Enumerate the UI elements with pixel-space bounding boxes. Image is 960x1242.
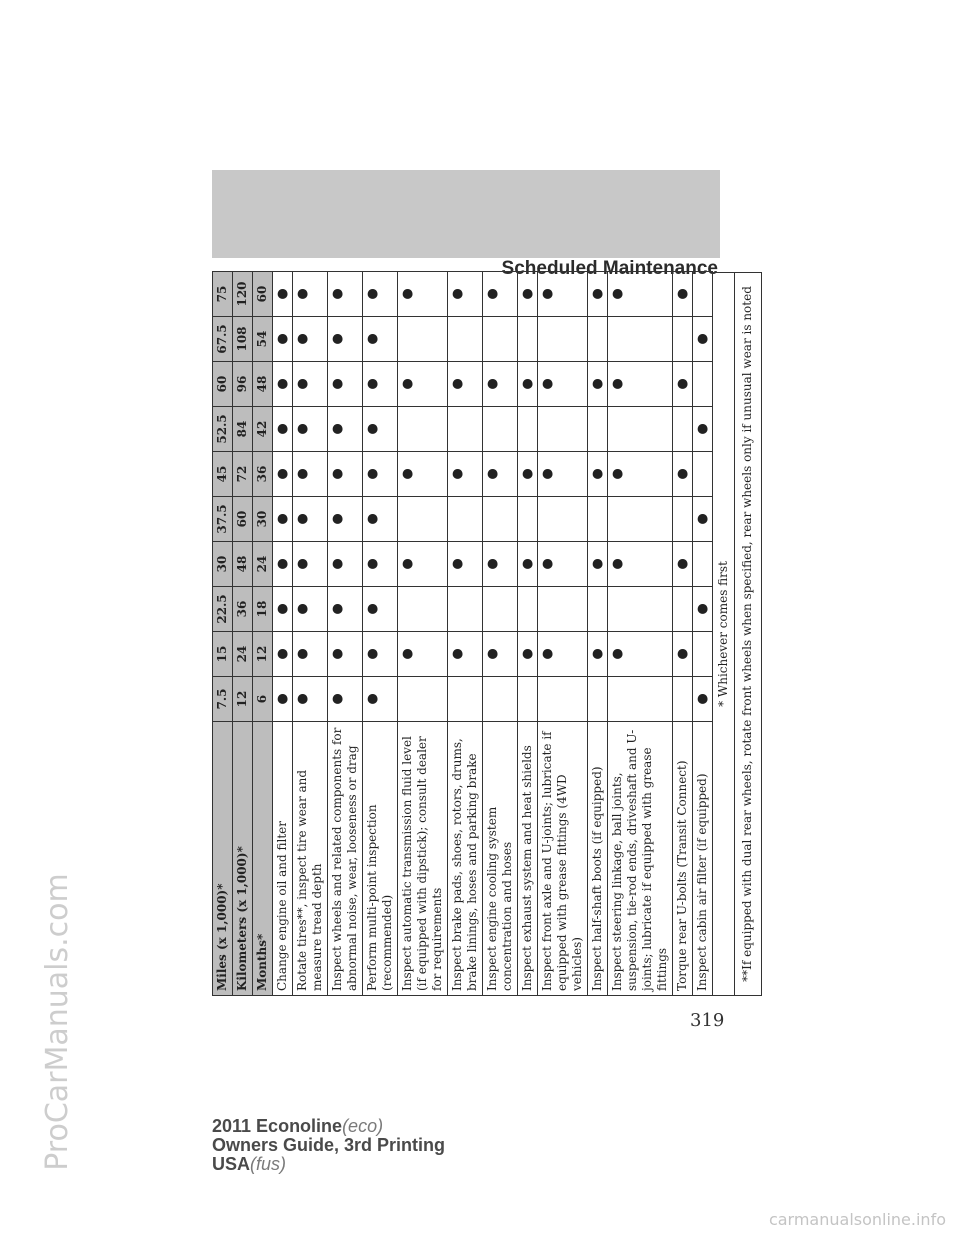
schedule-table (212, 271, 713, 996)
maintenance-schedule (212, 272, 754, 996)
service-due-dot: ● (363, 542, 398, 587)
service-empty-cell (588, 317, 608, 362)
header-interval: 96 (233, 362, 253, 407)
service-empty-cell (398, 497, 448, 542)
service-due-dot: ● (693, 587, 713, 632)
service-due-dot: ● (673, 272, 693, 317)
header-interval: 18 (253, 587, 273, 632)
header-interval: 24 (233, 632, 253, 677)
service-empty-cell (673, 407, 693, 452)
header-interval: 30 (253, 497, 273, 542)
header-interval: 42 (253, 407, 273, 452)
service-due-dot: ● (398, 452, 448, 497)
service-due-dot: ● (328, 362, 363, 407)
service-due-dot: ● (518, 272, 538, 317)
table-row (273, 272, 293, 996)
service-due-dot: ● (518, 362, 538, 407)
table-row (608, 272, 673, 996)
service-due-dot: ● (608, 632, 673, 677)
service-due-dot: ● (448, 272, 483, 317)
service-due-dot: ● (448, 452, 483, 497)
service-due-dot: ● (608, 452, 673, 497)
service-due-dot: ● (363, 452, 398, 497)
service-due-dot: ● (293, 497, 328, 542)
service-empty-cell (518, 497, 538, 542)
service-item: Inspect front axle and U-joints; lubricate if equipped with grease fittings (4WD vehicles) (538, 722, 588, 996)
service-due-dot: ● (483, 272, 518, 317)
service-due-dot: ● (398, 632, 448, 677)
service-item: Perform multi-point inspection (recommended) (363, 722, 398, 996)
service-due-dot: ● (363, 362, 398, 407)
service-empty-cell (398, 407, 448, 452)
service-due-dot: ● (693, 407, 713, 452)
service-empty-cell (608, 407, 673, 452)
header-interval: 54 (253, 317, 273, 362)
service-empty-cell (608, 587, 673, 632)
service-due-dot: ● (328, 677, 363, 722)
service-due-dot: ● (273, 497, 293, 542)
footer-region-code: (fus) (250, 1154, 287, 1174)
watermark-side: ProCarManuals.com (40, 873, 75, 1171)
service-due-dot: ● (448, 362, 483, 407)
service-due-dot: ● (538, 452, 588, 497)
header-interval: 75 (213, 272, 233, 317)
header-interval: 52.5 (213, 407, 233, 452)
header-interval: 12 (233, 677, 253, 722)
header-interval: 48 (253, 362, 273, 407)
header-interval: 22.5 (213, 587, 233, 632)
table-row (363, 272, 398, 996)
service-due-dot: ● (398, 542, 448, 587)
header-interval: 30 (213, 542, 233, 587)
service-due-dot: ● (483, 452, 518, 497)
service-due-dot: ● (483, 542, 518, 587)
service-empty-cell (673, 677, 693, 722)
service-due-dot: ● (328, 497, 363, 542)
footer-guide: Owners Guide, 3rd Printing (212, 1135, 446, 1155)
header-interval: 72 (233, 452, 253, 497)
header-interval: 7.5 (213, 677, 233, 722)
header-interval: 36 (233, 587, 253, 632)
service-due-dot: ● (293, 272, 328, 317)
service-item: Change engine oil and filter (273, 722, 293, 996)
footnote-dual-wheels: **If equipped with dual rear wheels, rotate front wheels when specified, rear wheels only if unusual wear is noted (740, 286, 754, 982)
header-label: Kilometers (x 1,000)* (233, 722, 253, 996)
service-due-dot: ● (693, 317, 713, 362)
service-due-dot: ● (588, 542, 608, 587)
service-empty-cell (693, 362, 713, 407)
service-due-dot: ● (293, 587, 328, 632)
header-interval: 60 (213, 362, 233, 407)
service-due-dot: ● (673, 362, 693, 407)
service-empty-cell (673, 497, 693, 542)
header-row (233, 272, 253, 996)
page-number: 319 (690, 1010, 725, 1031)
header-label: Months* (253, 722, 273, 996)
schedule-header (213, 272, 273, 996)
header-row (253, 272, 273, 996)
service-empty-cell (538, 407, 588, 452)
service-empty-cell (483, 407, 518, 452)
service-due-dot: ● (693, 497, 713, 542)
service-due-dot: ● (328, 272, 363, 317)
header-interval: 15 (213, 632, 233, 677)
schedule-notes (713, 272, 762, 996)
service-due-dot: ● (588, 272, 608, 317)
service-empty-cell (588, 677, 608, 722)
service-empty-cell (693, 272, 713, 317)
footer-region: USA (212, 1154, 251, 1174)
service-empty-cell (448, 407, 483, 452)
service-due-dot: ● (538, 272, 588, 317)
service-due-dot: ● (363, 587, 398, 632)
service-empty-cell (483, 497, 518, 542)
service-due-dot: ● (448, 632, 483, 677)
service-item: Inspect brake pads, shoes, rotors, drums, brake linings, hoses and parking brake (448, 722, 483, 996)
table-row (538, 272, 588, 996)
header-interval: 84 (233, 407, 253, 452)
service-due-dot: ● (273, 587, 293, 632)
service-empty-cell (448, 317, 483, 362)
service-item: Rotate tires**, inspect tire wear and measure tread depth (293, 722, 328, 996)
service-due-dot: ● (273, 317, 293, 362)
service-empty-cell (483, 677, 518, 722)
header-interval: 120 (233, 272, 253, 317)
service-empty-cell (448, 497, 483, 542)
service-empty-cell (538, 317, 588, 362)
header-interval: 60 (233, 497, 253, 542)
service-item: Inspect exhaust system and heat shields (518, 722, 538, 996)
service-due-dot: ● (273, 362, 293, 407)
service-empty-cell (673, 587, 693, 632)
service-due-dot: ● (273, 272, 293, 317)
schedule-body (273, 272, 713, 996)
section-tab (212, 170, 720, 258)
service-empty-cell (608, 497, 673, 542)
service-due-dot: ● (273, 452, 293, 497)
service-due-dot: ● (518, 452, 538, 497)
table-row (693, 272, 713, 996)
service-due-dot: ● (293, 452, 328, 497)
service-due-dot: ● (398, 272, 448, 317)
header-interval: 45 (213, 452, 233, 497)
service-empty-cell (483, 317, 518, 362)
header-interval: 12 (253, 632, 273, 677)
service-empty-cell (518, 317, 538, 362)
service-due-dot: ● (328, 542, 363, 587)
service-item: Inspect steering linkage, ball joints, suspension, tie-rod ends, driveshaft and U-joints; lubricate if equipped with grease fittings (608, 722, 673, 996)
service-due-dot: ● (273, 407, 293, 452)
service-item: Inspect cabin air filter (if equipped) (693, 722, 713, 996)
service-due-dot: ● (673, 632, 693, 677)
service-due-dot: ● (293, 632, 328, 677)
footnote-whichever: * Whichever comes first (713, 273, 735, 995)
service-due-dot: ● (293, 362, 328, 407)
header-interval: 108 (233, 317, 253, 362)
service-due-dot: ● (328, 407, 363, 452)
service-due-dot: ● (293, 317, 328, 362)
header-interval: 36 (253, 452, 273, 497)
service-due-dot: ● (328, 452, 363, 497)
service-empty-cell (398, 587, 448, 632)
service-due-dot: ● (608, 362, 673, 407)
service-due-dot: ● (518, 542, 538, 587)
service-due-dot: ● (363, 317, 398, 362)
header-interval: 37.5 (213, 497, 233, 542)
table-row (448, 272, 483, 996)
service-empty-cell (518, 677, 538, 722)
service-due-dot: ● (538, 362, 588, 407)
header-label: Miles (x 1,000)* (213, 722, 233, 996)
service-empty-cell (483, 587, 518, 632)
service-empty-cell (608, 677, 673, 722)
table-row (398, 272, 448, 996)
service-due-dot: ● (673, 452, 693, 497)
footer-model: 2011 Econoline (212, 1116, 343, 1136)
footer-model-code: (eco) (342, 1116, 384, 1136)
header-interval: 24 (253, 542, 273, 587)
footer (212, 1117, 445, 1174)
service-empty-cell (538, 587, 588, 632)
service-empty-cell (518, 407, 538, 452)
service-due-dot: ● (693, 677, 713, 722)
service-empty-cell (538, 497, 588, 542)
service-due-dot: ● (518, 632, 538, 677)
service-due-dot: ● (588, 362, 608, 407)
service-due-dot: ● (448, 542, 483, 587)
service-due-dot: ● (293, 407, 328, 452)
service-empty-cell (588, 587, 608, 632)
service-due-dot: ● (328, 587, 363, 632)
service-due-dot: ● (273, 542, 293, 587)
table-row (483, 272, 518, 996)
header-interval: 67.5 (213, 317, 233, 362)
service-due-dot: ● (538, 542, 588, 587)
service-item: Inspect automatic transmission fluid level (if equipped with dipstick); consult dealer for requirements (398, 722, 448, 996)
service-empty-cell (398, 317, 448, 362)
service-empty-cell (588, 407, 608, 452)
table-row (673, 272, 693, 996)
service-item: Torque rear U-bolts (Transit Connect) (673, 722, 693, 996)
service-due-dot: ● (328, 632, 363, 677)
service-due-dot: ● (273, 677, 293, 722)
service-empty-cell (673, 317, 693, 362)
service-empty-cell (448, 677, 483, 722)
service-empty-cell (538, 677, 588, 722)
header-interval: 6 (253, 677, 273, 722)
service-due-dot: ● (608, 542, 673, 587)
section-title: Scheduled Maintenance (501, 258, 718, 279)
table-row (293, 272, 328, 996)
service-due-dot: ● (363, 497, 398, 542)
service-empty-cell (693, 452, 713, 497)
service-empty-cell (693, 542, 713, 587)
service-empty-cell (398, 677, 448, 722)
service-due-dot: ● (363, 272, 398, 317)
service-due-dot: ● (483, 362, 518, 407)
service-due-dot: ● (363, 632, 398, 677)
service-due-dot: ● (608, 272, 673, 317)
service-item: Inspect wheels and related components for abnormal noise, wear, looseness or drag (328, 722, 363, 996)
service-due-dot: ● (328, 317, 363, 362)
header-row (213, 272, 233, 996)
service-due-dot: ● (273, 632, 293, 677)
service-due-dot: ● (588, 452, 608, 497)
service-due-dot: ● (483, 632, 518, 677)
service-due-dot: ● (293, 677, 328, 722)
service-due-dot: ● (538, 632, 588, 677)
service-empty-cell (518, 587, 538, 632)
service-item: Inspect half-shaft boots (if equipped) (588, 722, 608, 996)
header-interval: 48 (233, 542, 253, 587)
table-row (518, 272, 538, 996)
service-due-dot: ● (588, 632, 608, 677)
service-due-dot: ● (363, 677, 398, 722)
table-row (328, 272, 363, 996)
service-empty-cell (448, 587, 483, 632)
service-empty-cell (588, 497, 608, 542)
table-row (588, 272, 608, 996)
service-due-dot: ● (398, 362, 448, 407)
service-empty-cell (608, 317, 673, 362)
service-due-dot: ● (363, 407, 398, 452)
service-empty-cell (693, 632, 713, 677)
service-due-dot: ● (673, 542, 693, 587)
header-interval: 60 (253, 272, 273, 317)
watermark-bottom: carmanualsonline.info (768, 1210, 946, 1229)
service-item: Inspect engine cooling system concentration and hoses (483, 722, 518, 996)
service-due-dot: ● (293, 542, 328, 587)
